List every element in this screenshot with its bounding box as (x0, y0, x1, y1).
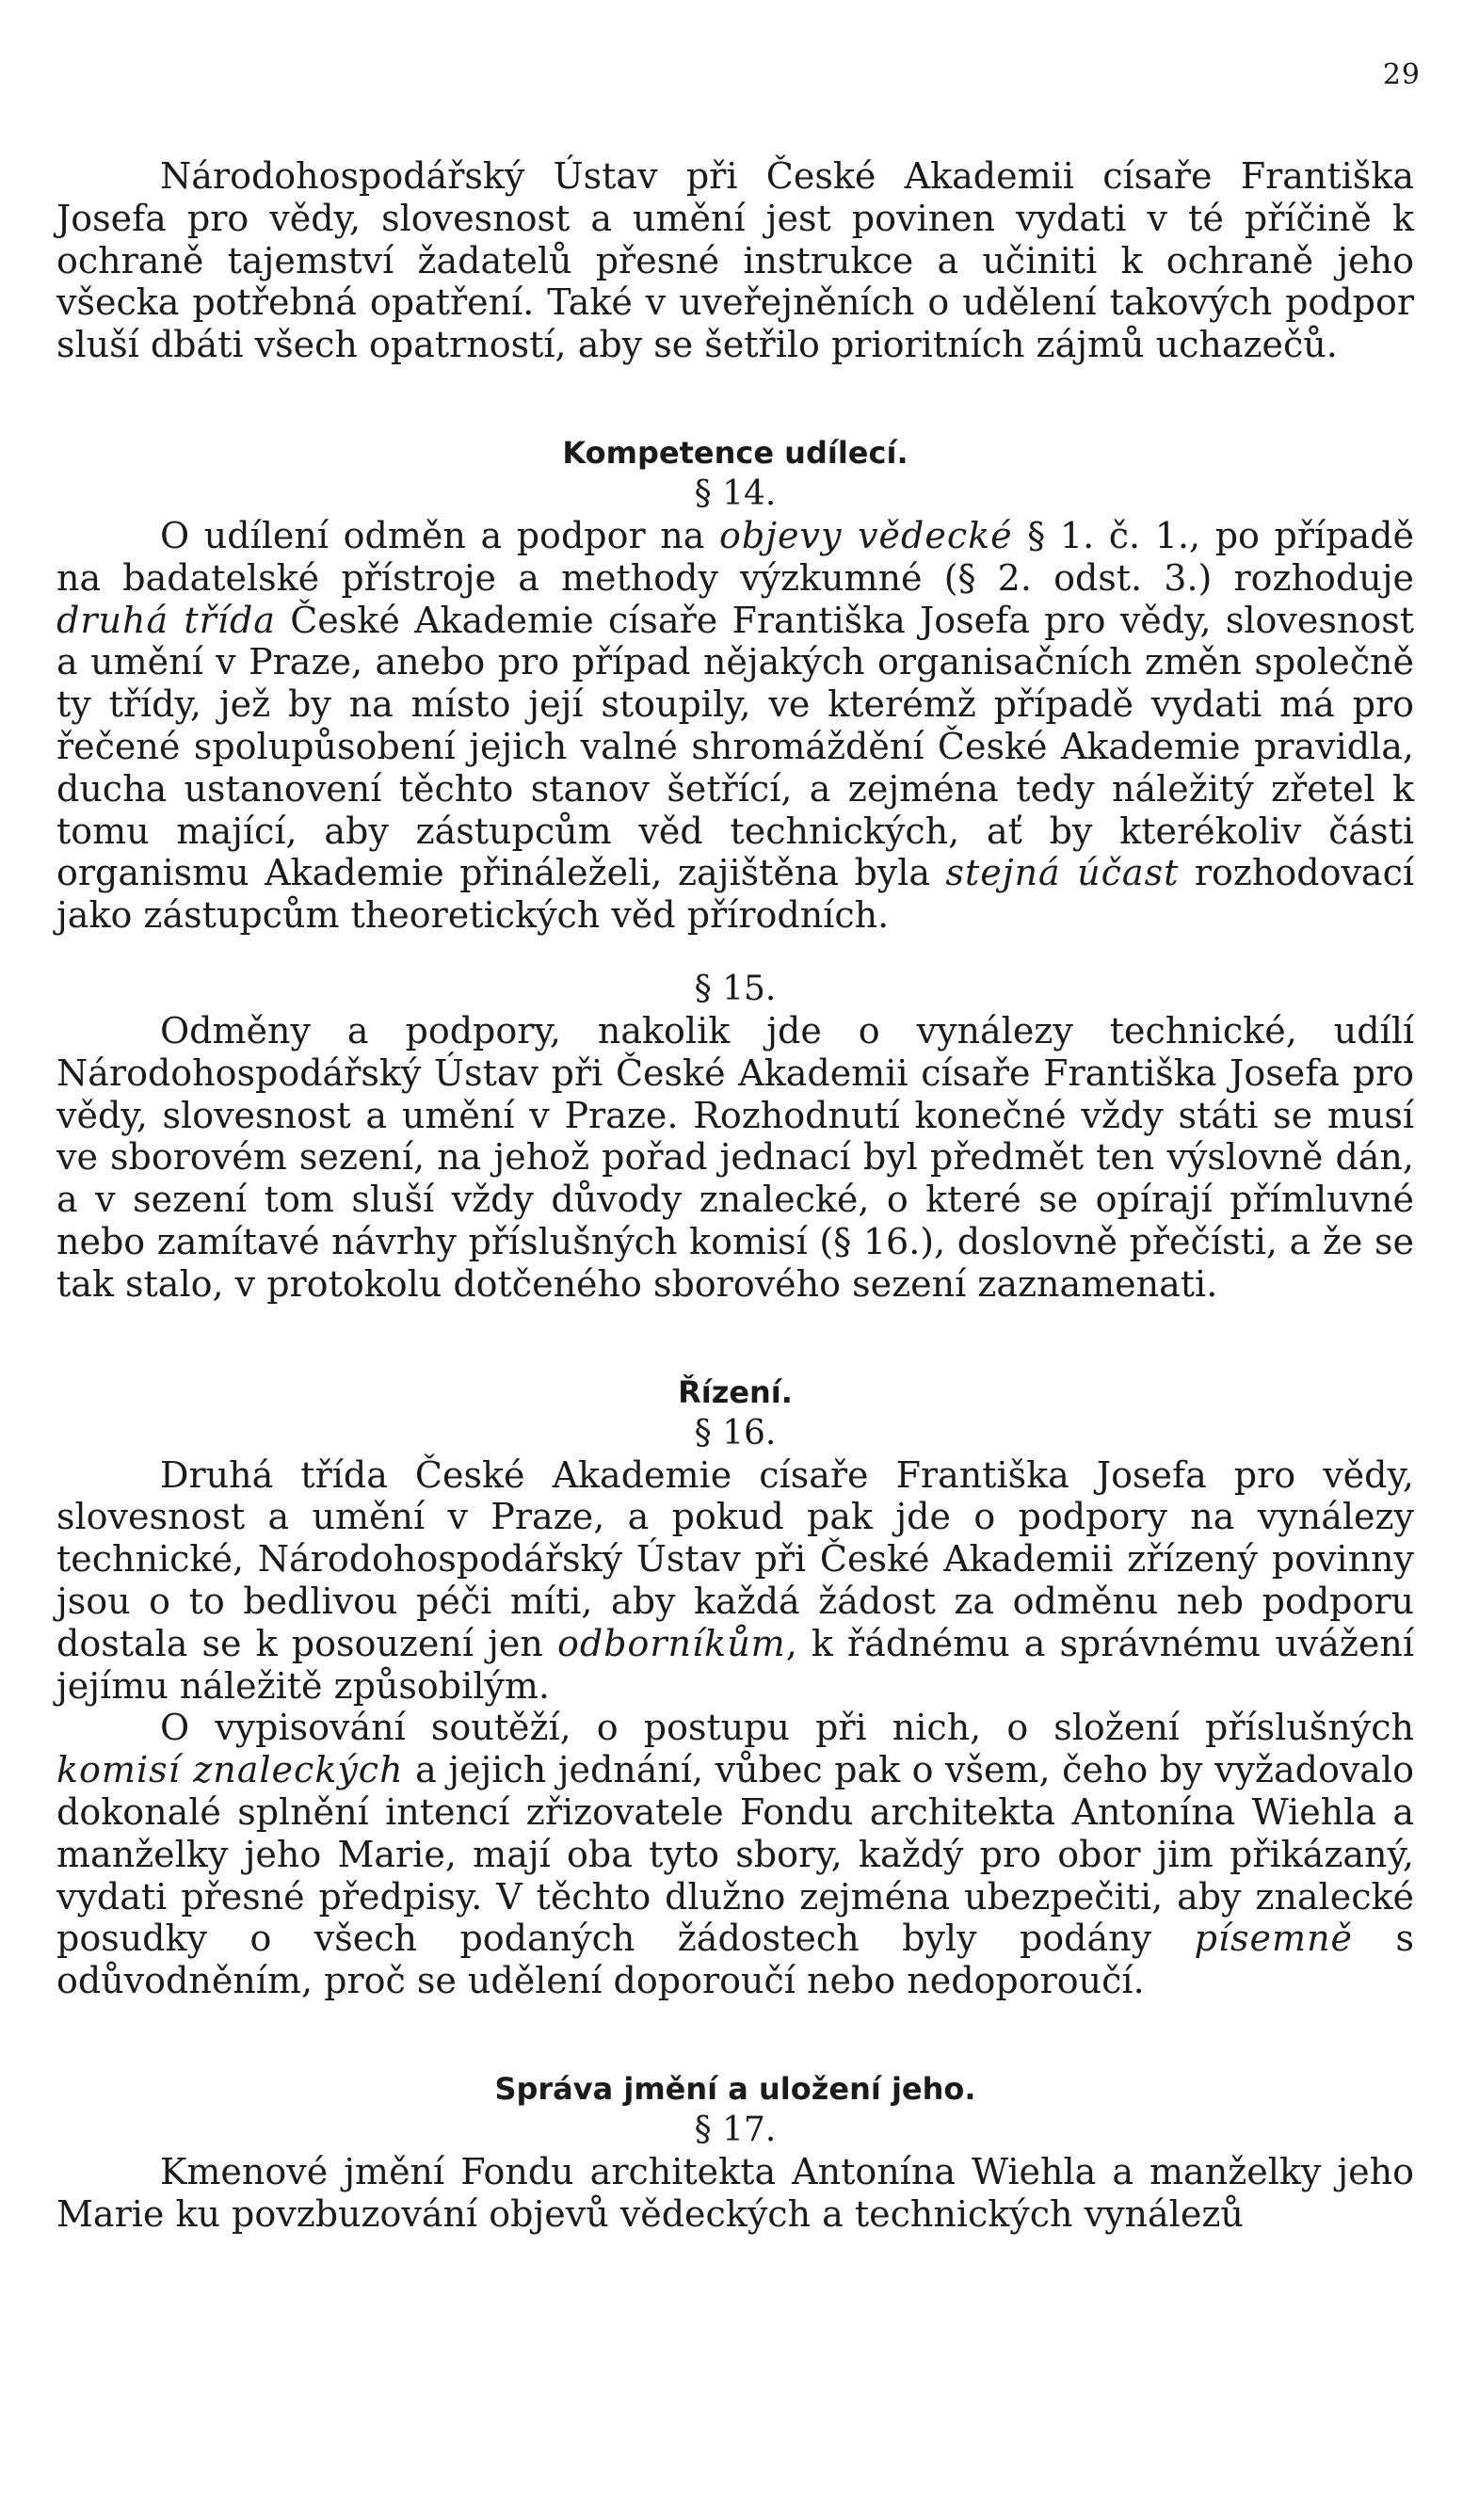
emphasis-stejna-ucast: stejná účast (945, 852, 1180, 894)
section-16-paragraph-1: Druhá třída České Akademie císaře Františka Josefa pro vědy, slovesnost a umění v Praze, a pokud pak jde o podpory na vynálezy technické, Národohospodářský Ústav při České Akademii zřízený povinny jsou o to bedlivou péči míti, aby každá žádost za odměnu neb podporu dostala se k posouzení jen odborníkům, k řádnému a správnému uvážení jejímu náležitě způsobilým. (56, 1453, 1414, 1707)
emphasis-odbornikum: odborníkům (556, 1622, 786, 1664)
section-16-paragraph-2: O vypisování soutěží, o postupu při nich, o složení příslušných komisí znaleckých a jejich jednání, vůbec pak o všem, čeho by vyžadovalo dokonalé splnění intencí zřizovatele Fondu architekta Antonína Wiehla a manželky jeho Marie, mají oba tyto sbory, každý pro obor jim přikázaný, vydati přesné předpisy. V těchto dlužno zejména ubezpečiti, aby znalecké posudky o všech podaných žádostech byly podány písemně s odůvodněním, proč se udělení doporoučí nebo nedoporoučí. (56, 1707, 1414, 2002)
emphasis-komisi-znaleckych: komisí znaleckých (56, 1749, 404, 1791)
page-number: 29 (1382, 58, 1421, 91)
section-14-paragraph: O udílení odměn a podpor na objevy vědecké § 1. č. 1., po případě na badatelské přístroje a methody výzkumné (§ 2. odst. 3.) rozhoduje druhá třída České Akademie císaře Františka Josefa pro vědy, slovesnost a umění v Praze, anebo pro případ nějakých organisačních změn společně ty třídy, jež by na místo její stoupily, ve kterémž případě vydati má pro řečené spolupůsobení jejich valné shromáždění České Akademie pravidla, ducha ustanovení těchto stanov šetřící, a zejména tedy náležitý zřetel k tomu mající, aby zástupcům věd technických, ať by kterékoliv části organismu Akademie přináleželi, zajištěna byla stejná účast rozhodovací jako zástupcům theoretických věd přírodních. (56, 514, 1415, 937)
heading-kompetence: Kompetence udílecí. (562, 434, 908, 471)
page-body (56, 155, 1414, 2235)
heading-sprava: Správa jmění a uložení jeho. (494, 2070, 976, 2107)
section-17-number: § 17. (694, 2110, 777, 2149)
section-15-paragraph: Odměny a podpory, nakolik jde o vynálezy technické, udílí Národohospodářský Ústav při České Akademii císaře Františka Josefa pro vědy, slovesnost a umění v Praze. Rozhodnutí konečné vždy státi se musí ve sborovém sezení, na jehož pořad jednací byl předmět ten výslovně dán, a v sezení tom sluší vždy důvody znalecké, o které se opírají přímluvné nebo zamítavé návrhy příslušných komisí (§ 16.), doslovně přečísti, a že se tak stalo, v protokolu dotčeného sborového sezení zaznamenati. (56, 1009, 1414, 1305)
section-17-paragraph: Kmenové jmění Fondu architekta Antonína Wiehla a manželky jeho Marie ku povzbuzování objevů vědeckých a technických vynálezů (56, 2150, 1414, 2235)
emphasis-objevy-vedecke: objevy vědecké (719, 514, 1013, 556)
section-15-number: § 15. (694, 969, 777, 1008)
intro-paragraph: Národohospodářský Ústav při České Akademii císaře Františka Josefa pro vědy, slovesnost a umění jest povinen vydati v té příčině k ochraně tajemství žadatelů přesné instrukce a učiniti k ochraně jeho všecka potřebná opatření. Také v uveřejněních o udělení takových podpor sluší dbáti všech opatrností, aby se šetřilo prioritních zájmů uchazečů. (56, 155, 1414, 366)
heading-rizeni: Řízení. (678, 1373, 793, 1410)
section-14-number: § 14. (694, 474, 777, 513)
emphasis-pisemne: písemně (1194, 1918, 1354, 1960)
section-16-number: § 16. (694, 1413, 777, 1453)
emphasis-druha-trida: druhá třída (56, 599, 276, 641)
